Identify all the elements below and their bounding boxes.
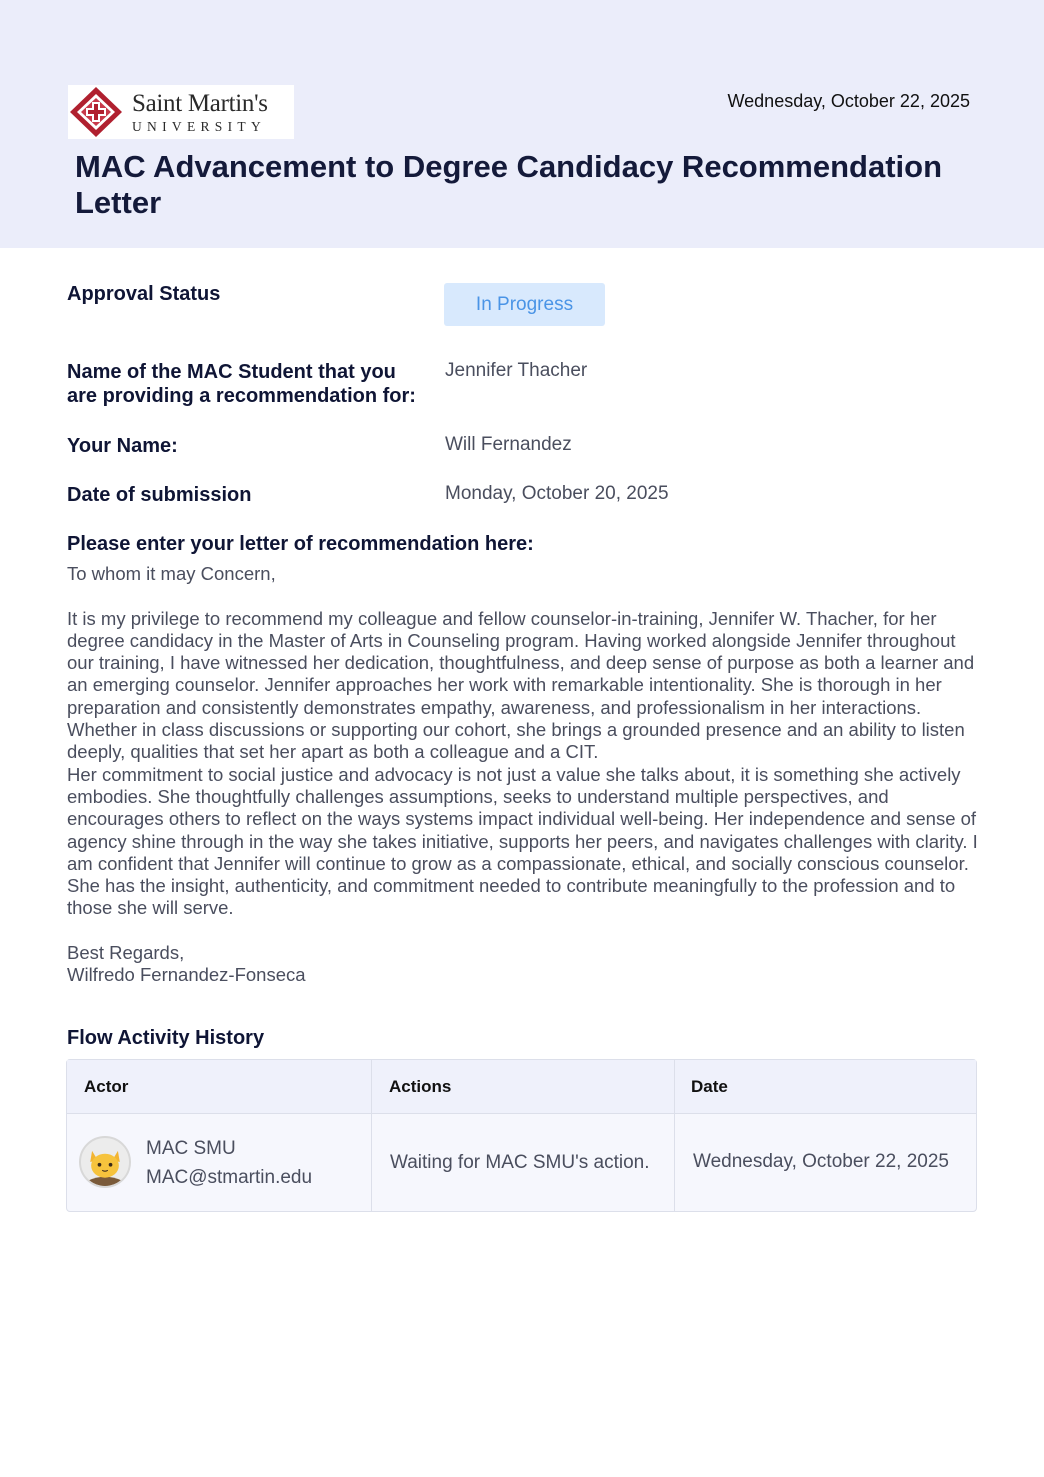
- column-header-actor: Actor: [84, 1077, 129, 1096]
- your-name-label: Your Name:: [67, 435, 178, 457]
- recommendation-letter: To whom it may Concern, It is my privilege to recommend my colleague and fellow counselor-in-training, Jennifer W. Thacher, for her degree candidacy in the Master of Arts in Counseling program. Having worked alongside Jennifer throughout our training, I have witnessed her dedication, thoughtfulness, and deep sense of purpose as both a learner and an emerging counselor. Jennifer approaches her work with remarkable intentionality. She is thorough in her preparation and consistently demonstrates empathy, awareness, and professionalism in her interactions. Whether in class discussions or supporting our cohort, she brings a grounded presence and an ability to listen deeply, qualities that set her apart as both a colleague and a CIT. Her commitment to social justice and advocacy is not just a value she talks about, it is something she actively embodies. She thoughtfully challenges assumptions, seeks to understand multiple perspectives, and encourages others to reflect on the ways systems impact individual well-being. Her independence and sense of agency shine through in the way she takes initiative, supports her peers, and navigates challenges with clarity. I am confident that Jennifer will continue to grow as a compassionate, ethical, and socially conscious counselor. She has the insight, authenticity, and commitment needed to contribute meaningfully to the profession and to those she will serve. Best Regards, Wilfredo Fernandez-Fonseca: [67, 563, 978, 986]
- actor-email: MAC@stmartin.edu: [146, 1167, 313, 1188]
- table-header-row: [67, 1060, 976, 1114]
- student-name-label: Name of the MAC Student that you are providing a recommendation for:: [67, 361, 416, 407]
- flow-history-table: [66, 1059, 977, 1212]
- action-text: Waiting for MAC SMU's action.: [390, 1152, 650, 1173]
- university-crest-icon: [68, 85, 124, 139]
- actor-name: MAC SMU: [146, 1138, 236, 1159]
- cat-avatar-icon: [81, 1138, 129, 1186]
- action-date: Wednesday, October 22, 2025: [693, 1151, 949, 1172]
- header-date: Wednesday, October 22, 2025: [727, 91, 970, 111]
- column-header-date: Date: [691, 1077, 728, 1096]
- page-header: [0, 0, 1044, 248]
- university-logo: [68, 85, 294, 139]
- logo-subtitle: UNIVERSITY: [132, 118, 266, 134]
- column-divider: [371, 1060, 372, 1211]
- logo-name: Saint Martin's: [132, 89, 268, 117]
- column-header-actions: Actions: [389, 1077, 452, 1096]
- submission-date-value: Monday, October 20, 2025: [445, 483, 669, 504]
- flow-history-title: Flow Activity History: [67, 1027, 265, 1049]
- student-name-value: Jennifer Thacher: [445, 360, 588, 381]
- approval-status-label: Approval Status: [67, 283, 221, 305]
- your-name-value: Will Fernandez: [445, 434, 572, 455]
- status-badge: In Progress: [444, 283, 605, 326]
- submission-date-label: Date of submission: [67, 484, 252, 506]
- avatar: [79, 1136, 131, 1188]
- page-title: MAC Advancement to Degree Candidacy Recommendation Letter: [75, 149, 943, 220]
- letter-label: Please enter your letter of recommendation here:: [67, 533, 534, 555]
- column-divider: [674, 1060, 675, 1211]
